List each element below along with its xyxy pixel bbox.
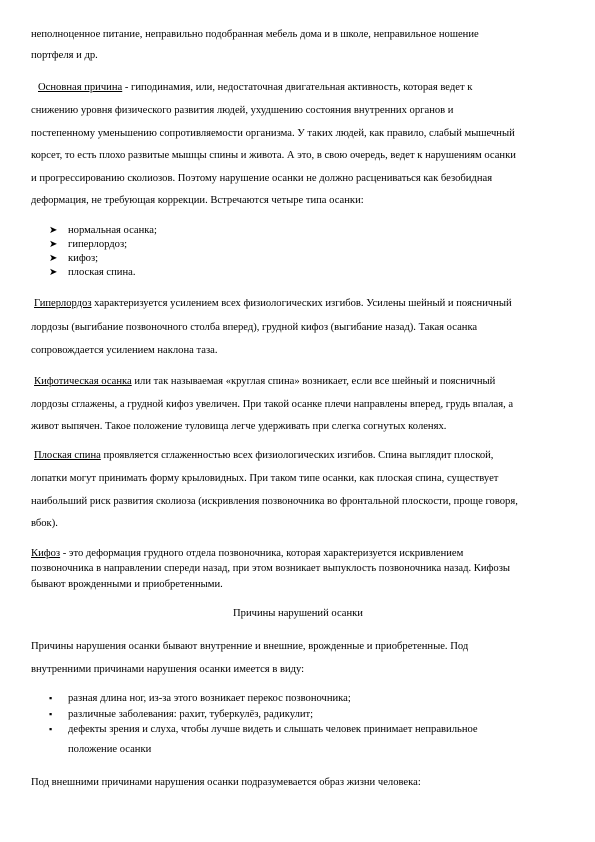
kyphotic-term: Кифотическая осанка (34, 376, 132, 387)
main-cause-line-6: деформация, не требующая коррекции. Встречаются четыре типа осанки: (31, 195, 364, 206)
list-item: ▪ дефекты зрения и слуха, чтобы лучше видеть и слышать человек принимает неправильное (49, 724, 478, 735)
flat-back-line-3: наибольший риск развития сколиоза (искривления позвоночника во фронтальной плоскости, проще говоря, (31, 496, 518, 507)
hyperlordosis-term: Гиперлордоз (34, 298, 92, 309)
causes-line-1: Причины нарушения осанки бывают внутренние и внешние, врожденные и приобретенные. Под (31, 641, 469, 652)
arrow-bullet-icon: ➤ (49, 225, 58, 236)
kyphosis-line-1: Кифоз - это деформация грудного отдела позвоночника, которая характеризуется искривлением (31, 548, 464, 559)
square-bullet-icon: ▪ (49, 709, 53, 719)
kyphotic-line-2: лордозы сглажены, а грудной кифоз увеличен. При такой осанке плечи направлены вперед, грудь впалая, а (31, 399, 514, 410)
main-cause-line-5: и прогрессированию сколиозов. Поэтому нарушение осанки не должно расцениваться как безобидная (31, 173, 493, 184)
intro-line-1: неполноценное питание, неправильно подобранная мебель дома и в школе, неправильное ношение (31, 29, 479, 40)
list-item: ➤ плоская спина. (49, 267, 136, 278)
hyperlordosis-line-3: сопровождается усилением наклона таза. (31, 345, 218, 356)
kyphosis-term: Кифоз (31, 548, 61, 559)
list-item: ➤ нормальная осанка; (49, 225, 157, 236)
list-item: ▪ различные заболевания: рахит, туберкулёз, радикулит; (49, 709, 314, 720)
arrow-bullet-icon: ➤ (49, 253, 58, 264)
main-cause-line-2: снижению уровня физического развития людей, ухудшению состояния внутренних органов и (31, 105, 454, 116)
arrow-bullet-icon: ➤ (49, 239, 58, 250)
main-cause-line-4: корсет, то есть плохо развитые мышцы спины и живота. А это, в свою очередь, ведет к нарушениям осанки (31, 150, 516, 161)
list-item: ▪ разная длина ног, из-за этого возникает перекос позвоночника; (49, 693, 351, 704)
arrow-bullet-icon: ➤ (49, 267, 58, 278)
list-item-continuation: положение осанки (68, 744, 152, 755)
flat-back-line-1: Плоская спина проявляется сглаженностью всех физиологических изгибов. Спина выглядит плоской, (34, 450, 494, 461)
list-item: ➤ гиперлордоз; (49, 239, 128, 250)
square-bullet-icon: ▪ (49, 693, 53, 703)
hyperlordosis-line-2: лордозы (выгибание позвоночного столба вперед), грудной кифоз (выгибание назад). Такая осанка (31, 322, 478, 333)
hyperlordosis-line-1: Гиперлордоз характеризуется усилением всех физиологических изгибов. Усилены шейный и поясничный (34, 298, 512, 309)
main-cause-line-3: постепенному уменьшению сопротивляемости организма. У таких людей, как правило, слабый мышечный (31, 128, 515, 139)
causes-line-2: внутренними причинами нарушения осанки имеется в виду: (31, 664, 305, 675)
flat-back-line-4: вбок). (31, 518, 58, 529)
kyphotic-line-3: живот выпячен. Такое положение туловища легче удерживать при слегка согнутых коленях. (31, 421, 447, 432)
square-bullet-icon: ▪ (49, 724, 53, 734)
external-causes-line: Под внешними причинами нарушения осанки подразумевается образ жизни человека: (31, 777, 421, 788)
section-title: Причины нарушений осанки (233, 608, 363, 619)
intro-line-2: портфеля и др. (31, 50, 98, 61)
kyphosis-line-3: бывают врожденными и приобретенными. (31, 579, 223, 590)
flat-back-term: Плоская спина (34, 450, 101, 461)
kyphotic-line-1: Кифотическая осанка или так называемая «круглая спина» возникает, если все шейный и поясничный (34, 376, 496, 387)
main-cause-term: Основная причина (38, 82, 123, 93)
list-item: ➤ кифоз; (49, 253, 99, 264)
flat-back-line-2: лопатки могут принимать форму крыловидных. При таком типе осанки, как плоская спина, существует (31, 473, 499, 484)
main-cause-line-1: Основная причина - гиподинамия, или, недостаточная двигательная активность, которая ведет к (38, 82, 473, 93)
kyphosis-line-2: позвоночника в направлении спереди назад, при этом возникает выпуклость позвоночника назад. Кифозы (31, 563, 511, 574)
